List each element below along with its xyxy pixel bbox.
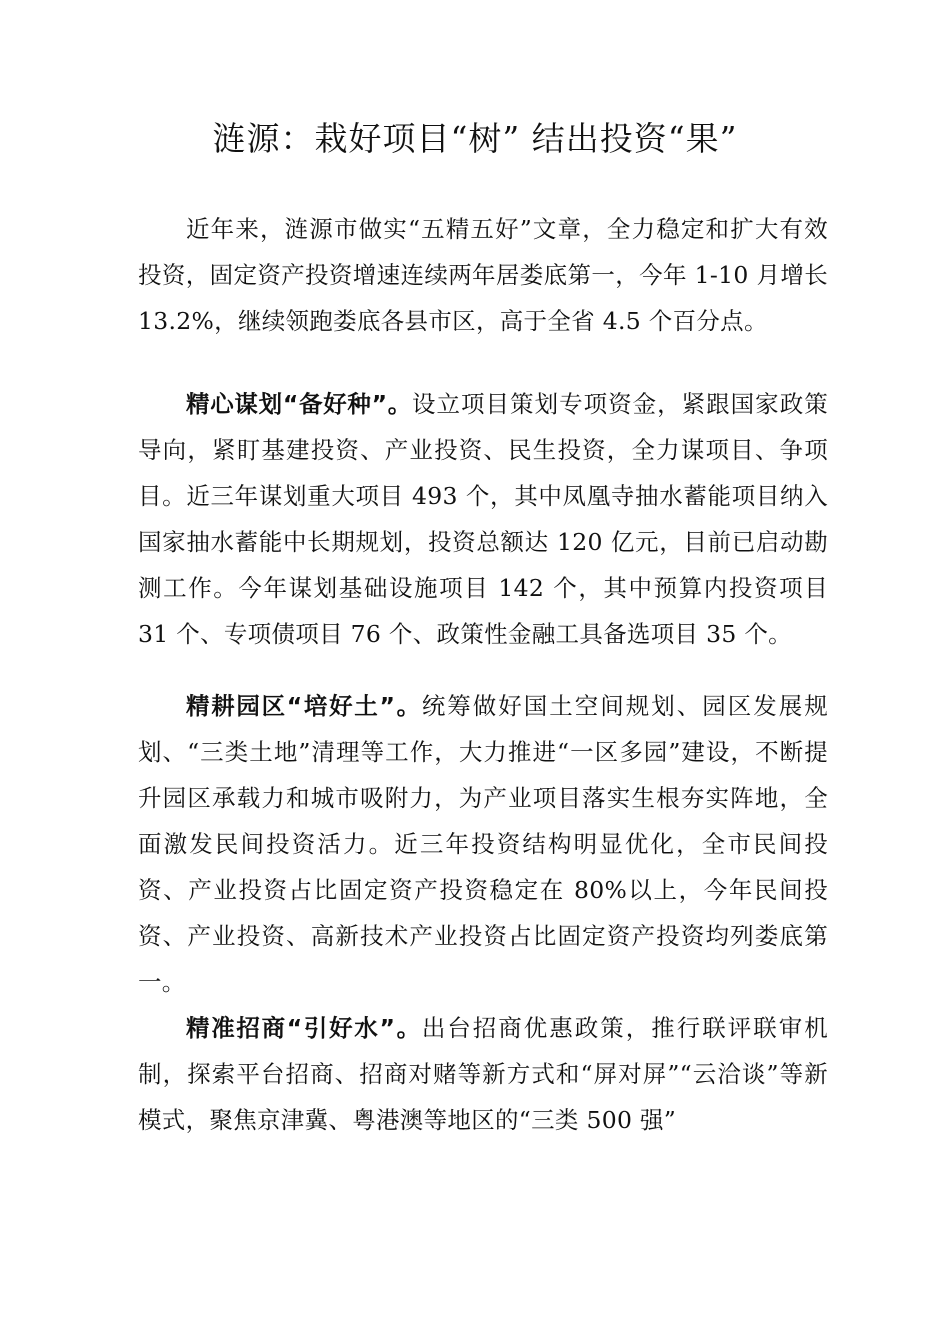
paragraph-planning-heading: 精心谋划“备好种”。 <box>186 390 413 418</box>
paragraph-parks-text: 统筹做好国土空间规划、园区发展规划、“三类土地”清理等工作，大力推进“一区多园”建设，不断提升园区承载力和城市吸附力，为产业项目落实生根夯实阵地，全面激发民间投资活力。近三年投资结构明显优化，全市民间投资、产业投资占比固定资产投资稳定在 80%以上，今年民间投资、产业投资、高新技术产业投资占比固定资产投资均列娄底第一。 <box>138 692 828 996</box>
paragraph-planning <box>138 381 828 657</box>
paragraph-planning-text: 设立项目策划专项资金，紧跟国家政策导向，紧盯基建投资、产业投资、民生投资，全力谋项目、争项目。近三年谋划重大项目 493 个，其中凤凰寺抽水蓄能项目纳入国家抽水蓄能中长期规划，投资总额达 120 亿元，目前已启动勘测工作。今年谋划基础设施项目 142 个，其中预算内投资项目 31 个、专项债项目 76 个、政策性金融工具备选项目 35 个。 <box>138 390 828 648</box>
paragraph-investment-attraction <box>138 1005 828 1143</box>
paragraph-parks <box>138 683 828 1005</box>
paragraph-investment-attraction-text: 出台招商优惠政策，推行联评联审机制，探索平台招商、招商对赌等新方式和“屏对屏”“云洽谈”等新模式，聚焦京津冀、粤港澳等地区的“三类 500 强” <box>138 1014 828 1134</box>
paragraph-intro <box>138 206 828 344</box>
paragraph-intro-text: 近年来，涟源市做实“五精五好”文章，全力稳定和扩大有效投资，固定资产投资增速连续两年居娄底第一，今年 1-10 月增长 13.2%，继续领跑娄底各县市区，高于全省 4.5 个百分点。 <box>138 215 828 335</box>
paragraph-investment-attraction-heading: 精准招商“引好水”。 <box>186 1014 422 1042</box>
document-title: 涟源：栽好项目“树” 结出投资“果” <box>212 119 738 158</box>
paragraph-parks-heading: 精耕园区“培好土”。 <box>186 692 422 720</box>
